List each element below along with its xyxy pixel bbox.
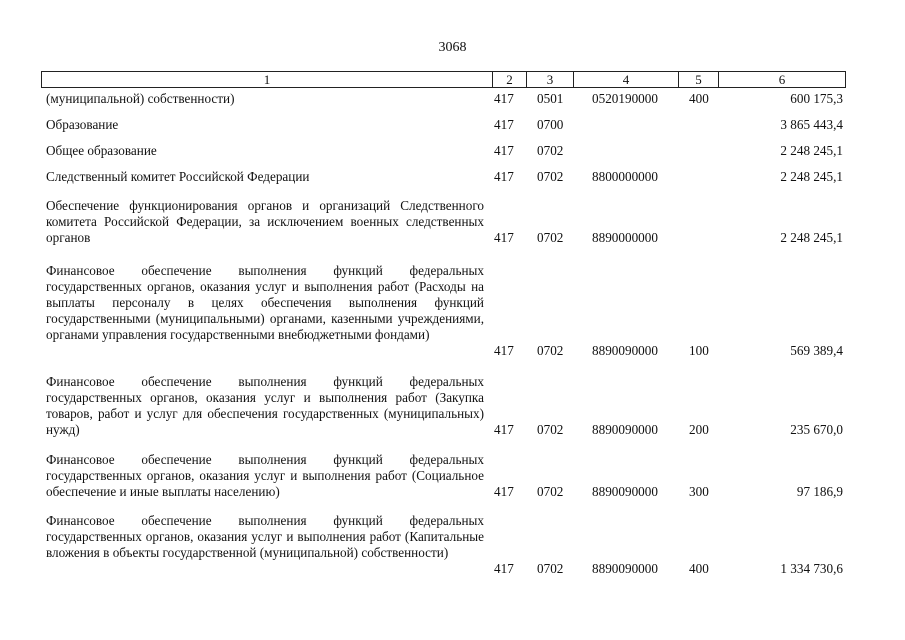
row-summa: 569 389,4 xyxy=(790,343,843,358)
row-celevaya: 8890090000 xyxy=(592,422,658,437)
row-glava: 417 xyxy=(494,117,514,132)
row-razdel: 0702 xyxy=(537,561,564,576)
row-summa: 2 248 245,1 xyxy=(780,143,843,158)
row-summa: 2 248 245,1 xyxy=(780,169,843,184)
row-razdel: 0501 xyxy=(537,91,564,106)
row-vid: 400 xyxy=(689,561,709,576)
column-header-1: 1 xyxy=(263,72,271,87)
row-glava: 417 xyxy=(494,343,514,358)
row-name: Образование xyxy=(46,117,119,132)
row-vid: 400 xyxy=(689,91,709,106)
row-glava: 417 xyxy=(494,169,514,184)
row-razdel: 0702 xyxy=(537,343,564,358)
table-row xyxy=(0,374,905,438)
table-row xyxy=(0,169,905,185)
row-name: Следственный комитет Российской Федерации xyxy=(46,169,310,184)
table-row xyxy=(0,117,905,133)
table-row xyxy=(0,513,905,577)
row-summa: 1 334 730,6 xyxy=(780,561,843,576)
row-razdel: 0702 xyxy=(537,484,564,499)
table-row xyxy=(0,198,905,246)
row-summa: 600 175,3 xyxy=(790,91,843,106)
row-celevaya: 0520190000 xyxy=(592,91,658,106)
row-summa: 97 186,9 xyxy=(796,484,843,499)
row-celevaya: 8890000000 xyxy=(592,230,658,245)
table-row xyxy=(0,452,905,500)
row-celevaya: 8890090000 xyxy=(592,484,658,499)
row-razdel: 0702 xyxy=(537,169,564,184)
row-celevaya: 8890090000 xyxy=(592,561,658,576)
row-razdel: 0702 xyxy=(537,422,564,437)
row-summa: 3 865 443,4 xyxy=(780,117,843,132)
row-summa: 235 670,0 xyxy=(790,422,843,437)
row-glava: 417 xyxy=(494,422,514,437)
row-name: Финансовое обеспечение выполнения функций федеральных государственных органов, оказания услуг и выполнения работ (Закупка товаров, работ и услуг для обеспечения государственных (муниципальных) нужд) xyxy=(46,374,484,437)
column-header-6: 6 xyxy=(718,72,845,87)
row-name: Общее образование xyxy=(46,143,157,158)
row-name: Финансовое обеспечение выполнения функций федеральных государственных органов, оказания услуг и выполнения работ (Социальное обеспечение и иные выплаты населению) xyxy=(46,452,484,499)
row-glava: 417 xyxy=(494,143,514,158)
row-name: (муниципальной) собственности) xyxy=(46,91,235,106)
row-name: Обеспечение функционирования органов и организаций Следственного комитета Российской Федерации, за исключением военных следственных органов xyxy=(46,198,484,245)
row-summa: 2 248 245,1 xyxy=(780,230,843,245)
row-razdel: 0700 xyxy=(537,117,564,132)
row-celevaya: 8800000000 xyxy=(592,169,658,184)
row-vid: 200 xyxy=(689,422,709,437)
column-header-5: 5 xyxy=(678,72,718,87)
row-razdel: 0702 xyxy=(537,230,564,245)
row-glava: 417 xyxy=(494,561,514,576)
row-glava: 417 xyxy=(494,484,514,499)
column-header-4: 4 xyxy=(573,72,678,87)
row-vid: 100 xyxy=(689,343,709,358)
table-row xyxy=(0,91,905,107)
row-razdel: 0702 xyxy=(537,143,564,158)
row-glava: 417 xyxy=(494,230,514,245)
column-header-2: 2 xyxy=(492,72,526,87)
row-name: Финансовое обеспечение выполнения функций федеральных государственных органов, оказания услуг и выполнения работ (Расходы на выплаты персоналу в целях обеспечения выполнения функций государственными (муниципальными) органами, казенными учреждениями, органами управления государственными внебюджетными фондами) xyxy=(46,263,484,342)
row-glava: 417 xyxy=(494,91,514,106)
table-row xyxy=(0,263,905,359)
column-header-3: 3 xyxy=(526,72,573,87)
row-celevaya: 8890090000 xyxy=(592,343,658,358)
row-vid: 300 xyxy=(689,484,709,499)
page-number: 3068 xyxy=(438,40,467,55)
table-row xyxy=(0,143,905,159)
row-name: Финансовое обеспечение выполнения функций федеральных государственных органов, оказания услуг и выполнения работ (Капитальные вложения в объекты государственной (муниципальной) собственности) xyxy=(46,513,484,560)
table-header xyxy=(41,71,846,88)
